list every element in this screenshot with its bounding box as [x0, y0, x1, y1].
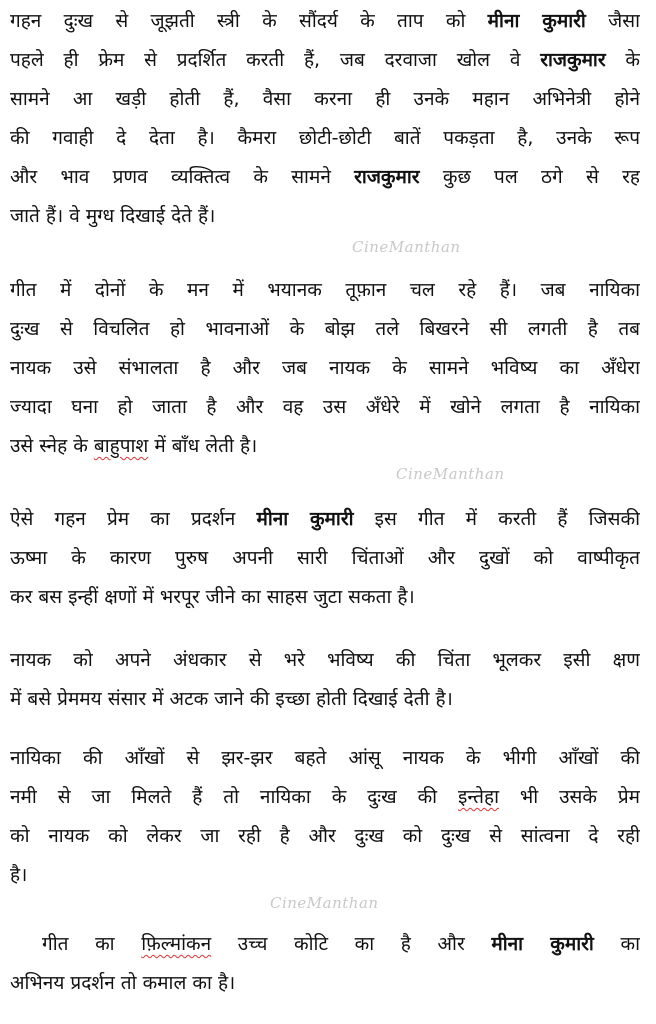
paragraph-5	[10, 739, 640, 895]
text-line	[10, 349, 640, 388]
paragraph-3	[10, 500, 640, 617]
text-line	[10, 197, 640, 236]
text-run: गहन दुःख से जूझती स्त्री के सौंदर्य के ताप को	[10, 10, 488, 32]
spellcheck-word: फ़िल्मांकन	[141, 933, 212, 955]
text-line	[10, 641, 640, 680]
text-line	[10, 925, 640, 964]
text-line	[10, 271, 640, 310]
text-line	[10, 856, 640, 895]
text-run: पहले ही फ्रेम से प्रदर्शित करती हैं, जब दरवाजा खोल वे	[10, 49, 541, 71]
bold-name: मीना कुमारी	[491, 933, 594, 955]
text-run: और भाव प्रणव व्यक्तित्व के सामने	[10, 166, 355, 188]
text-line	[10, 310, 640, 349]
text-run: नायक उसे संभालता है और जब नायक के सामने भविष्य का अँधेरा	[10, 357, 640, 379]
paragraph-2	[10, 271, 640, 466]
text-run: के	[605, 49, 640, 71]
text-run: की गवाही दे देता है। कैमरा छोटी-छोटी बातें पकड़ता है, उनके रूप	[10, 127, 640, 149]
text-line	[10, 427, 640, 466]
text-line	[10, 80, 640, 119]
text-run: भी उसके प्रेम	[499, 786, 640, 808]
text-run: में बसे प्रेममय संसार में अटक जाने की इच्छा होती दिखाई देती है।	[10, 688, 453, 710]
text-line	[10, 388, 640, 427]
bold-name: मीना कुमारी	[487, 10, 586, 32]
paragraph-6	[10, 925, 640, 1003]
watermark-3: CineManthan	[270, 894, 379, 912]
bold-name: राजकुमार	[354, 166, 420, 188]
watermark-2: CineManthan	[396, 465, 505, 483]
text-line	[10, 817, 640, 856]
text-run: गीत का	[42, 933, 142, 955]
text-line	[10, 778, 640, 817]
text-line	[10, 500, 640, 539]
text-run: जाते हैं। वे मुग्ध दिखाई देते हैं।	[10, 205, 216, 227]
bold-name: मीना कुमारी	[256, 508, 354, 530]
text-line	[10, 739, 640, 778]
text-run: गीत में दोनों के मन में भयानक तूफ़ान चल रहे हैं। जब नायिका	[10, 279, 640, 301]
text-line	[10, 680, 640, 719]
text-run: दुःख से विचलित हो भावनाओं के बोझ तले बिखरने सी लगती है तब	[10, 318, 640, 340]
spellcheck-word: बाहुपाश	[93, 435, 149, 457]
text-run: अभिनय प्रदर्शन तो कमाल का है।	[10, 972, 236, 994]
text-line	[10, 119, 640, 158]
text-line	[10, 41, 640, 80]
watermark-1: CineManthan	[352, 238, 461, 256]
text-line	[10, 964, 640, 1003]
text-run: ऊष्मा के कारण पुरुष अपनी सारी चिंताओं और दुखों को वाष्पीकृत	[10, 547, 640, 569]
bold-name: राजकुमार	[540, 49, 606, 71]
text-run: को नायक को लेकर जा रही है और दुःख को दुःख से सांत्वना दे रही	[10, 825, 640, 847]
text-run: उच्च कोटि का है और	[211, 933, 492, 955]
text-run: जैसा	[585, 10, 640, 32]
text-run: ऐसे गहन प्रेम का प्रदर्शन	[10, 508, 257, 530]
paragraph-4	[10, 641, 640, 719]
text-run: कर बस इन्हीं क्षणों में भरपूर जीने का साहस जुटा सकता है।	[10, 586, 415, 608]
text-line	[10, 158, 640, 197]
text-line	[10, 539, 640, 578]
text-run: नमी से जा मिलते हैं तो नायिका के दुःख की	[10, 786, 458, 808]
text-run: में बाँध लेती है।	[148, 435, 258, 457]
text-run: इस गीत में करती हैं जिसकी	[353, 508, 640, 530]
spellcheck-word: इन्तेहा	[457, 786, 500, 808]
text-run: कुछ पल ठगे से रह	[419, 166, 640, 188]
text-run: का	[593, 933, 640, 955]
text-run: उसे स्नेह के	[10, 435, 94, 457]
text-run: ज्यादा घना हो जाता है और वह उस अँधेरे में खोने लगता है नायिका	[10, 396, 640, 418]
text-line	[10, 578, 640, 617]
paragraph-1	[10, 2, 640, 236]
text-run: नायक को अपने अंधकार से भरे भविष्य की चिंता भूलकर इसी क्षण	[10, 649, 640, 671]
text-run: नायिका की आँखों से झर-झर बहते आंसू नायक के भीगी आँखों की	[10, 747, 640, 769]
text-run: सामने आ खड़ी होती हैं, वैसा करना ही उनके महान अभिनेत्री होने	[10, 88, 640, 110]
text-run: है।	[10, 864, 28, 886]
text-line	[10, 2, 640, 41]
